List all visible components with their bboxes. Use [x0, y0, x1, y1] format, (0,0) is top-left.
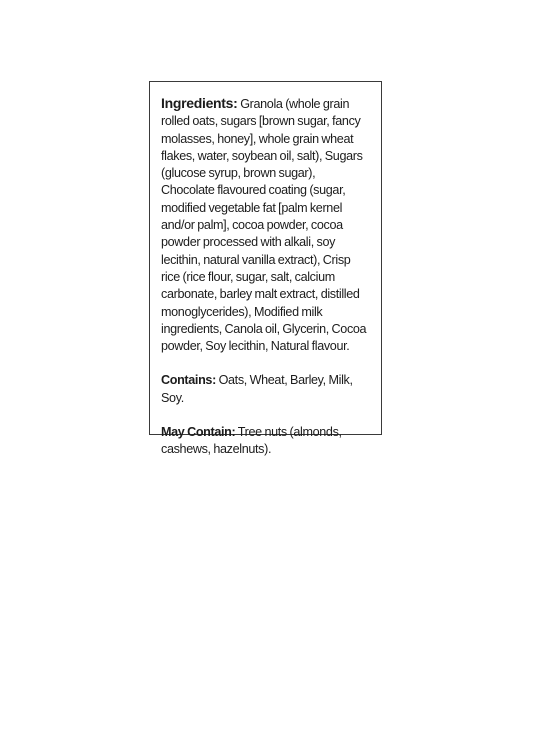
ingredients-label-panel	[149, 81, 382, 457]
contains-heading: Contains:	[161, 373, 216, 388]
may-contain-heading: May Contain:	[161, 425, 236, 440]
may-contain-text: Tree nuts (almonds, cashews, hazelnuts).	[161, 425, 342, 457]
ingredients-text: Granola (whole grain rolled oats, sugars [brown sugar, fancy molasses, honey], whole grain wheat flakes, water, soybean oil, salt), Sugars (glucose syrup, brown sugar), Chocolate flavoured coating (sugar, modified vegetable fat [palm kernel and/or palm], cocoa powder, cocoa powder processed with alkali, soy lecithin, natural vanilla extract), Crisp rice (rice flour, sugar, salt, calcium carbonate, barley malt extract, distilled monoglycerides), Modified milk ingredients, Canola oil, Glycerin, Cocoa powder, Soy lecithin, Natural flavour.	[161, 97, 367, 354]
ingredients-paragraph	[161, 95, 371, 355]
ingredients-heading: Ingredients:	[161, 95, 238, 111]
contains-text: Oats, Wheat, Barley, Milk, Soy.	[161, 373, 353, 405]
may-contain-paragraph	[161, 424, 371, 459]
contains-paragraph	[161, 372, 371, 407]
